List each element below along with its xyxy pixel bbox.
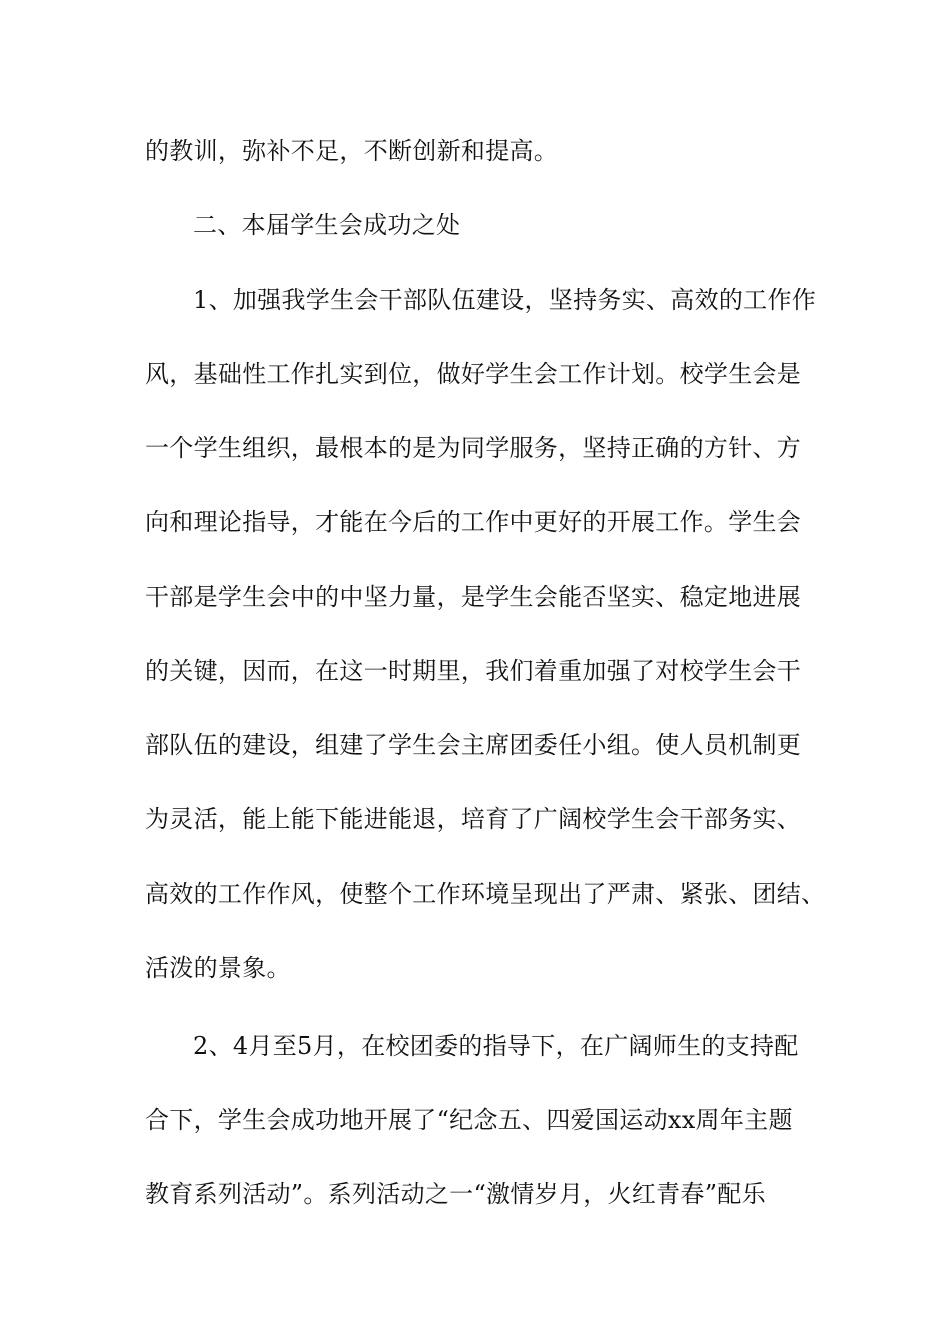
text-line: 向和理论指导，才能在今后的工作中更好的开展工作。学生会: [145, 508, 802, 536]
section-heading: 二、本届学生会成功之处: [193, 211, 461, 239]
text-line: 活泼的景象。: [145, 954, 291, 982]
text-line: 1、加强我学生会干部队伍建设，坚持务实、高效的工作作: [193, 286, 817, 314]
text-line: 合下，学生会成功地开展了“纪念五、四爱国运动xx周年主题: [145, 1106, 793, 1134]
text-line: 的关键，因而，在这一时期里，我们着重加强了对校学生会干: [145, 657, 802, 685]
text-line: 教育系列活动”。系列活动之一“激情岁月，火红青春”配乐: [145, 1180, 766, 1208]
text-line: 为灵活，能上能下能进能退，培育了广阔校学生会干部务实、: [145, 805, 802, 833]
text-line: 干部是学生会中的中坚力量，是学生会能否坚实、稳定地进展: [145, 583, 802, 611]
text-line: 高效的工作作风，使整个工作环境呈现出了严肃、紧张、团结、: [145, 880, 826, 908]
text-line: 2、4月至5月，在校团委的指导下，在广阔师生的支持配: [193, 1032, 799, 1060]
text-line: 的教训，弥补不足，不断创新和提高。: [145, 137, 559, 165]
text-line: 部队伍的建设，组建了学生会主席团委任小组。使人员机制更: [145, 731, 802, 759]
text-line: 一个学生组织，最根本的是为同学服务，坚持正确的方针、方: [145, 434, 802, 462]
text-line: 风，基础性工作扎实到位，做好学生会工作计划。校学生会是: [145, 360, 802, 388]
